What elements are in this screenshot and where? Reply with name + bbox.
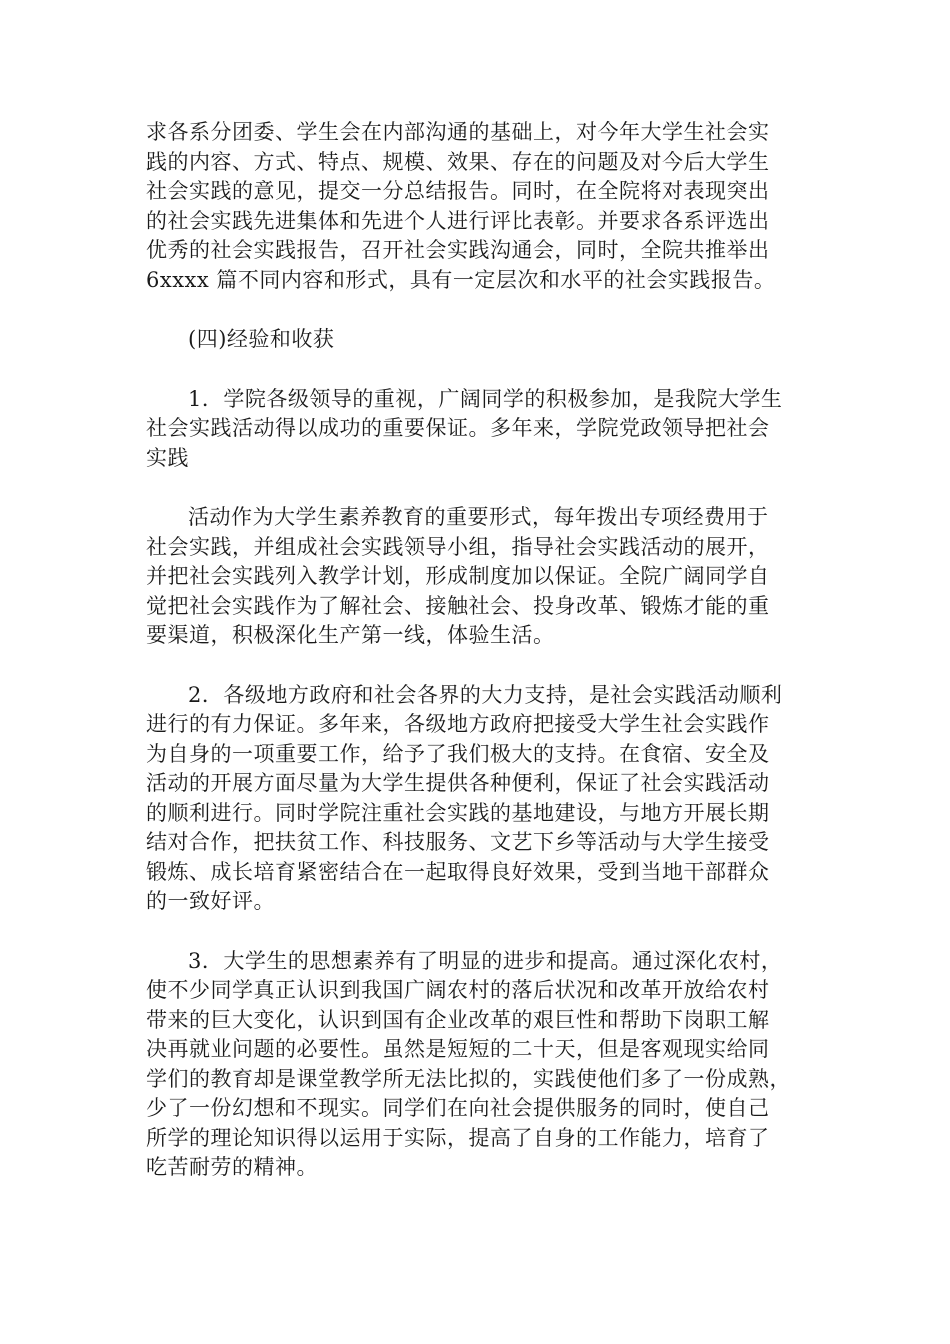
text-line: 吃苦耐劳的精神。 [146, 1155, 318, 1179]
paragraph-item-2 [146, 681, 818, 917]
paragraph-continuation [146, 118, 818, 295]
text-line: 少了一份幻想和不现实。同学们在向社会提供服务的同时，使自己 [146, 1096, 770, 1120]
text-line: 带来的巨大变化，认识到国有企业改革的艰巨性和帮助下岗职工解 [146, 1007, 770, 1032]
text-line: 觉把社会实践作为了解社会、接触社会、投身改革、锻炼才能的重 [146, 593, 770, 618]
heading-text: (四)经验和收获 [188, 327, 335, 351]
text-line: 使不少同学真正认识到我国广阔农村的落后状况和改革开放给农村 [146, 978, 770, 1002]
text-line: 实践 [146, 445, 189, 470]
text-line: 的一致好评。 [146, 889, 275, 913]
text-line: 社会实践，并组成社会实践领导小组，指导社会实践活动的展开， [146, 534, 770, 559]
text-line: 活动的开展方面尽量为大学生提供各种便利，保证了社会实践活动 [146, 771, 770, 795]
text-line: 为自身的一项重要工作，给予了我们极大的支持。在食宿、安全及 [146, 741, 770, 766]
text-line: 践的内容、方式、特点、规模、效果、存在的问题及对今后大学生 [146, 149, 770, 174]
text-line: 的顺利进行。同时学院注重社会实践的基地建设，与地方开展长期 [146, 800, 770, 825]
text-line: 社会实践的意见，提交一分总结报告。同时，在全院将对表现突出 [146, 179, 770, 203]
text-line: 进行的有力保证。多年来，各级地方政府把接受大学生社会实践作 [146, 712, 770, 736]
text-line: 3．大学生的思想素养有了明显的进步和提高。通过深化农村， [188, 948, 783, 973]
paragraph-item-1-continued [146, 503, 818, 651]
text-line: 的社会实践先进集体和先进个人进行评比表彰。并要求各系评选出 [146, 208, 770, 233]
text-line: 学们的教育却是课堂教学所无法比拟的，实践使他们多了一份成熟， [146, 1066, 791, 1091]
paragraph-item-3 [146, 947, 818, 1183]
paragraph-item-1 [146, 385, 818, 474]
text-line: 结对合作，把扶贫工作、科技服务、文艺下乡等活动与大学生接受 [146, 830, 770, 854]
text-line: 所学的理论知识得以运用于实际，提高了自身的工作能力，培育了 [146, 1125, 770, 1150]
text-line: 2．各级地方政府和社会各界的大力支持，是社会实践活动顺利 [188, 682, 783, 707]
text-line: 活动作为大学生素养教育的重要形式，每年拨出专项经费用于 [188, 505, 769, 529]
text-line: 求各系分团委、学生会在内部沟通的基础上，对今年大学生社会实 [146, 120, 770, 144]
text-line: 锻炼、成长培育紧密结合在一起取得良好效果，受到当地干部群众 [146, 859, 770, 884]
text-line: 并把社会实践列入教学计划，形成制度加以保证。全院广阔同学自 [146, 564, 770, 588]
text-line: 6xxxx 篇不同内容和形式，具有一定层次和水平的社会实践报告。 [146, 267, 776, 292]
text-line: 优秀的社会实践报告，召开社会实践沟通会，同时，全院共推举出 [146, 238, 770, 262]
text-line: 要渠道，积极深化生产第一线，体验生活。 [146, 623, 555, 647]
text-line: 决再就业问题的必要性。虽然是短短的二十天，但是客观现实给同 [146, 1037, 770, 1061]
document-body [146, 118, 818, 1213]
text-line: 1．学院各级领导的重视，广阔同学的积极参加，是我院大学生 [188, 386, 783, 411]
text-line: 社会实践活动得以成功的重要保证。多年来，学院党政领导把社会 [146, 416, 770, 440]
section-heading [146, 325, 818, 355]
